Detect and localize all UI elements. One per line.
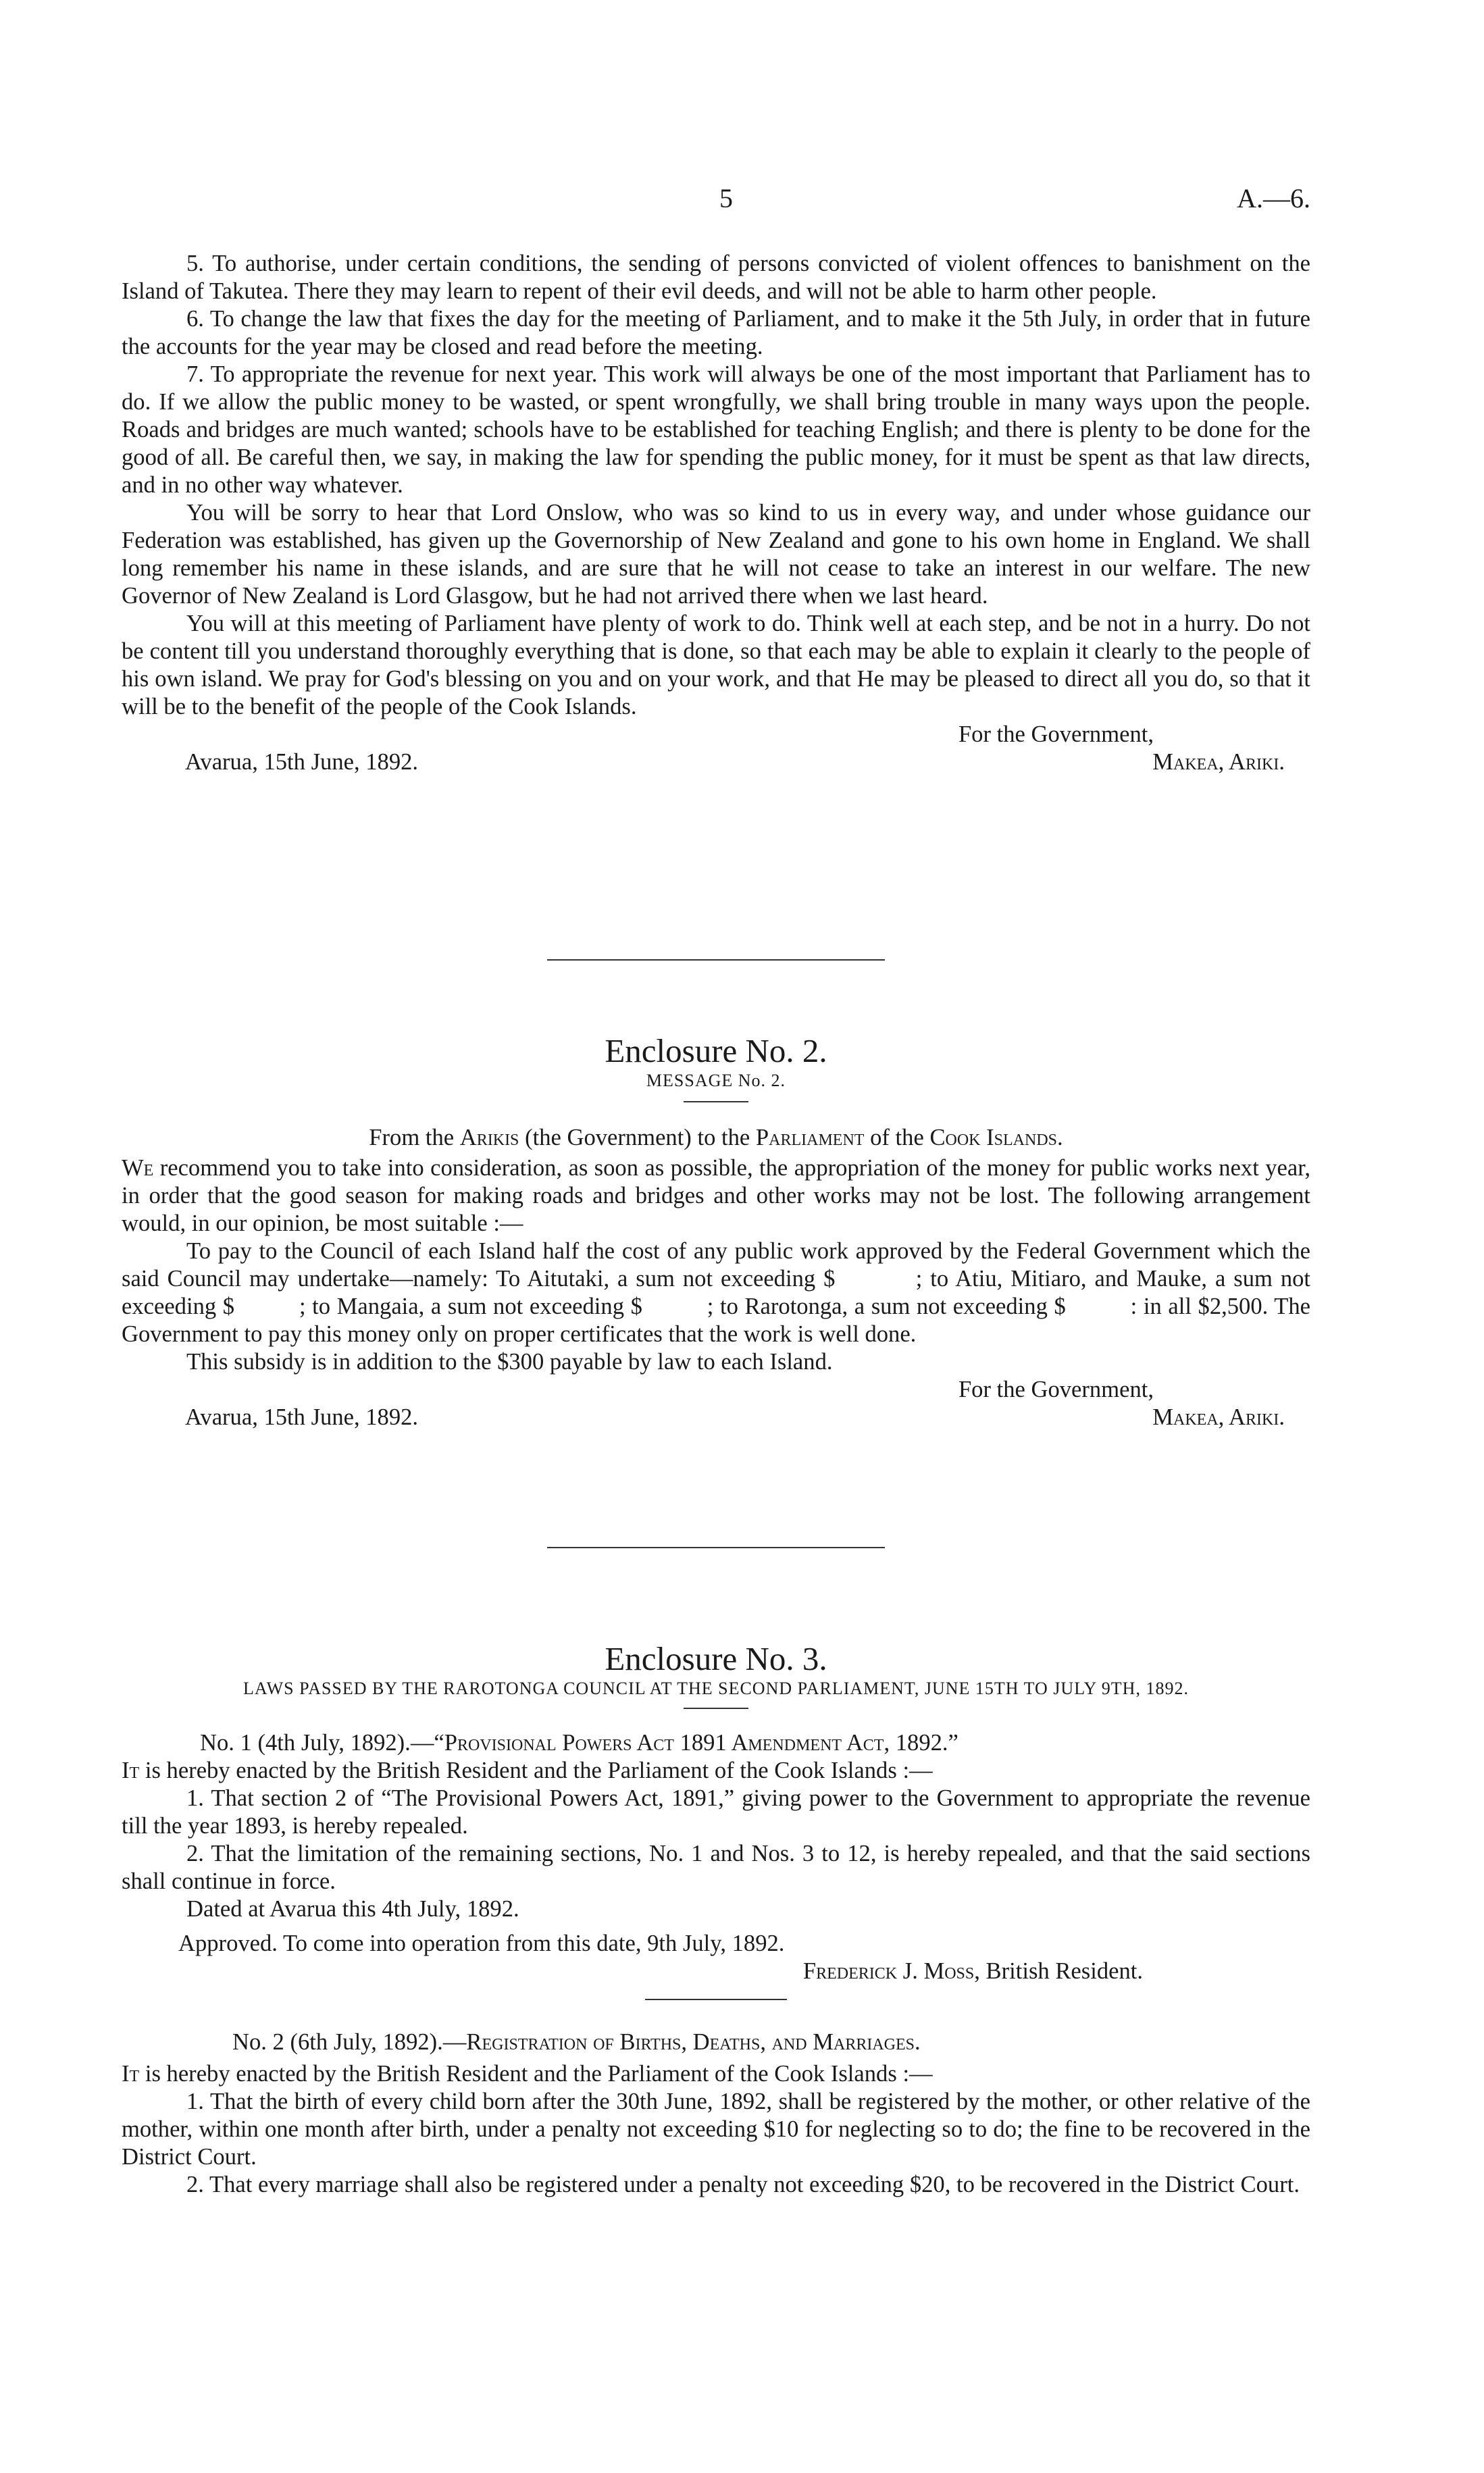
signatory: Makea, Ariki. <box>1152 1404 1285 1430</box>
signature-row <box>122 748 1310 776</box>
lead-word: We <box>122 1155 154 1181</box>
law-heading-title: Registration of Births, Deaths, and Marriages. <box>466 2029 921 2055</box>
law-2-heading <box>122 2029 1310 2056</box>
section-divider <box>547 959 885 961</box>
resident-signature <box>122 1958 1310 1985</box>
law-clause: 1. That the birth of every child born after the 30th June, 1892, shall be registered by the mother, or other relative of the mother, within one month after birth, under a penalty not exceeding $10 for neglecting so to do; the fine to be recovered in the District Court. <box>122 2089 1310 2170</box>
place-date: Avarua, 15th June, 1892. <box>185 749 419 775</box>
law-heading-prefix: No. 1 (4th July, 1892).—“ <box>200 1730 444 1756</box>
law-divider <box>645 1999 787 2000</box>
document-reference: A.—6. <box>1237 183 1310 213</box>
from-text-2: (the Government) to the <box>519 1125 756 1150</box>
from-text-3: of the <box>864 1125 930 1150</box>
sign-for-government: For the Government, <box>958 1377 1154 1402</box>
paragraph-item-5: 5. To authorise, under certain conditions, the sending of persons convicted of violent offences to banishment on the Island of Takutea. There they may learn to repent of their evil deeds, and will not be able to harm other people. <box>122 251 1310 304</box>
law-clause: 2. That every marriage shall also be registered under a penalty not exceeding $20, to be recovered in the District Court. <box>186 2172 1300 2197</box>
section-divider <box>547 1547 885 1548</box>
law-heading-prefix: No. 2 (6th July, 1892).— <box>232 2029 467 2055</box>
enacting-text: is hereby enacted by the British Resident and the Parliament of the Cook Islands :— <box>139 2061 933 2087</box>
enacting-clause <box>122 2060 1310 2088</box>
paragraph-closing: You will at this meeting of Parliament have plenty of work to do. Think well at each step, and be not in a hurry. Do not be content till you understand thoroughly everything that is done, so that each may be able to explain it clearly to the people of his own island. We pray for God's blessing on you and on your work, and that He may be pleased to direct all you do, so that it will be to the benefit of the people of the Cook Islands. <box>122 611 1310 719</box>
recommendation-text: recommend you to take into consideration, as soon as possible, the appropriation of the money for public works next year, in order that the good season for making roads and bridges and other works may not be lost. The following arrangement would, in our opinion, be most suitable :— <box>122 1155 1310 1236</box>
signatory-name: Frederick J. Moss <box>802 1958 975 1984</box>
document-page <box>122 0 1316 2473</box>
paragraph-lord-onslow: You will be sorry to hear that Lord Onslow, who was so kind to us in every way, and under whose guidance our Federation was established, has given up the Governorship of New Zealand and gone to his own home in England. We shall long remember his name in these islands, and are sure that he will not cease to take an interest in our welfare. The new Governor of New Zealand is Lord Glasgow, but he had not arrived there when we last heard. <box>122 500 1310 609</box>
paragraph-item-7: 7. To appropriate the revenue for next year. This work will always be one of the most important that Parliament has to do. If we allow the public money to be wasted, or spent wrongfully, we shall bring trouble in many ways upon the people. Roads and bridges are much wanted; schools have to be established for teaching English; and there is plenty to be done for the good of all. Be careful then, we say, in making the law for spending the public money, for it must be spent as that law directs, and in no other way whatever. <box>122 361 1310 498</box>
cook-islands-text: Cook Islands <box>929 1125 1058 1150</box>
law-clause: 2. That the limitation of the remaining sections, No. 1 and Nos. 3 to 12, is hereby repealed, and that the said sections shall continue in force. <box>122 1841 1310 1894</box>
dated-line: Dated at Avarua this 4th July, 1892. <box>186 1896 519 1922</box>
parliament-text: Parliament <box>755 1125 865 1150</box>
from-line <box>122 1124 1310 1152</box>
law-heading-title: Provisional Powers Act 1891 Amendment Act, 1892. <box>444 1730 948 1756</box>
title-divider <box>684 1101 748 1102</box>
enclosure-subtitle: LAWS PASSED BY THE RAROTONGA COUNCIL AT THE SECOND PARLIAMENT, JUNE 15TH TO JULY 9TH, 1892. <box>243 1679 1189 1698</box>
lead-word: It <box>122 2061 140 2087</box>
approved-line: Approved. To come into operation from this date, 9th July, 1892. <box>178 1931 785 1956</box>
law-heading-suffix: ” <box>948 1730 958 1756</box>
law-1-heading <box>122 1729 1310 1757</box>
title-divider <box>684 1708 748 1709</box>
enclosure-2 <box>122 1032 1316 1431</box>
signatory: Makea, Ariki. <box>1152 749 1285 775</box>
message-1-continuation <box>122 250 1310 776</box>
enacting-text: is hereby enacted by the British Resident and the Parliament of the Cook Islands :— <box>139 1758 933 1783</box>
law-clause: 1. That section 2 of “The Provisional Powers Act, 1891,” giving power to the Government to appropriate the revenue till the year 1893, is hereby repealed. <box>122 1785 1310 1839</box>
from-text: From the <box>369 1125 460 1150</box>
arikis-text: Arikis <box>459 1125 519 1150</box>
signature-row <box>122 1404 1310 1431</box>
paragraph-item-6: 6. To change the law that fixes the day for the meeting of Parliament, and to make it the 5th July, in order that in future the accounts for the year may be closed and read before the meeting. <box>122 306 1310 359</box>
subsidy-paragraph: To pay to the Council of each Island half the cost of any public work approved by the Federal Government which the said Council may undertake—namely: To Aitutaki, a sum not exceeding $ ; to Atiu, Mitiaro, and Mauke, a sum not exceeding $ ; to Mangaia, a sum not exceeding $ ; to Rarotonga, a sum not exceeding $ : in all $2,500. The Government to pay this money only on proper certificates that the work is well done. <box>122 1238 1316 1347</box>
lead-word: It <box>122 1758 140 1783</box>
page-number: 5 <box>719 183 733 213</box>
enclosure-subtitle: MESSAGE No. 2. <box>646 1071 786 1090</box>
from-text-4: . <box>1057 1125 1063 1150</box>
sign-for-government: For the Government, <box>958 721 1154 747</box>
subsidy-note: This subsidy is in addition to the $300 payable by law to each Island. <box>186 1349 833 1375</box>
signatory-title: , British Resident. <box>974 1958 1143 1984</box>
enclosure-title: Enclosure No. 3. <box>605 1640 827 1677</box>
page-header <box>122 182 1310 223</box>
enclosure-3 <box>122 1640 1310 2199</box>
place-date: Avarua, 15th June, 1892. <box>185 1404 419 1430</box>
enacting-clause <box>122 1757 1310 1785</box>
recommendation-paragraph <box>122 1154 1310 1238</box>
enclosure-title: Enclosure No. 2. <box>605 1032 827 1069</box>
